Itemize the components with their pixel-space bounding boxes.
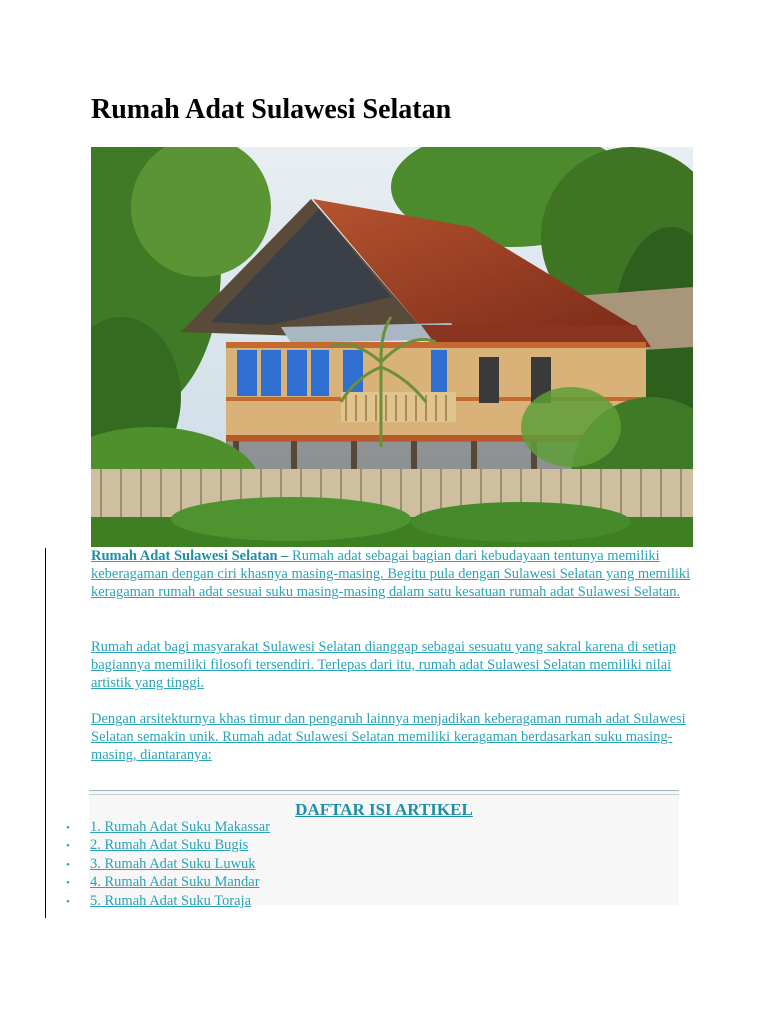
toc-title[interactable]: DAFTAR ISI ARTIKEL xyxy=(295,800,473,819)
toc-item-label[interactable]: 5. Rumah Adat Suku Toraja xyxy=(90,892,252,909)
intro-body-text[interactable]: Rumah adat sebagai bagian dari kebudayaan tentunya memiliki keberagaman dengan ciri khasnya masing-masing. Begitu pula dengan Sulawesi Selatan yang memiliki keragaman rumah adat sesuai suku masing-masing dalam satu kesatuan rumah adat Sulawesi Selatan. xyxy=(91,548,691,600)
toc-item-mandar[interactable] xyxy=(66,874,270,892)
bullet-icon: • xyxy=(66,877,70,890)
toc-item-label[interactable]: 1. Rumah Adat Suku Makassar xyxy=(90,819,271,835)
toc-item-luwuk[interactable] xyxy=(66,856,270,874)
paragraph-architecture[interactable] xyxy=(91,710,691,764)
paragraph-architecture-text[interactable]: Dengan arsitekturnya khas timur dan pengaruh lainnya menjadikan keberagaman rumah adat Sulawesi Selatan semakin unik. Rumah adat Sulawesi Selatan memiliki keragaman berdasarkan suku masing-masing, diantaranya: xyxy=(91,711,686,763)
intro-paragraph[interactable] xyxy=(91,547,691,601)
toc-item-label[interactable]: 3. Rumah Adat Suku Luwuk xyxy=(90,855,256,872)
bullet-icon: • xyxy=(66,895,70,908)
bullet-icon: • xyxy=(66,858,70,871)
toc-item-makassar[interactable] xyxy=(66,819,270,837)
toc-top-rule-inner xyxy=(89,794,679,795)
house-photo xyxy=(91,147,693,547)
bullet-icon: • xyxy=(66,822,70,834)
page-title: Rumah Adat Sulawesi Selatan xyxy=(91,94,452,125)
toc-item-toraja[interactable] xyxy=(66,893,270,911)
margin-rule xyxy=(45,548,46,918)
toc-item-bugis[interactable] xyxy=(66,837,270,855)
paragraph-sacred[interactable] xyxy=(91,638,691,692)
toc-item-label[interactable]: 4. Rumah Adat Suku Mandar xyxy=(90,874,260,891)
intro-lead-link[interactable]: Rumah Adat Sulawesi Selatan – xyxy=(91,548,289,564)
paragraph-sacred-text[interactable]: Rumah adat bagi masyarakat Sulawesi Selatan dianggap sebagai sesuatu yang sakral karena di setiap bagiannya memiliki filosofi tersendiri. Terlepas dari itu, rumah adat Sulawesi Selatan memiliki nilai artistik yang tinggi. xyxy=(91,639,677,691)
toc-list xyxy=(66,819,270,911)
bullet-icon: • xyxy=(66,840,70,853)
toc-item-label[interactable]: 2. Rumah Adat Suku Bugis xyxy=(90,837,249,854)
toc-top-rule xyxy=(89,790,679,791)
